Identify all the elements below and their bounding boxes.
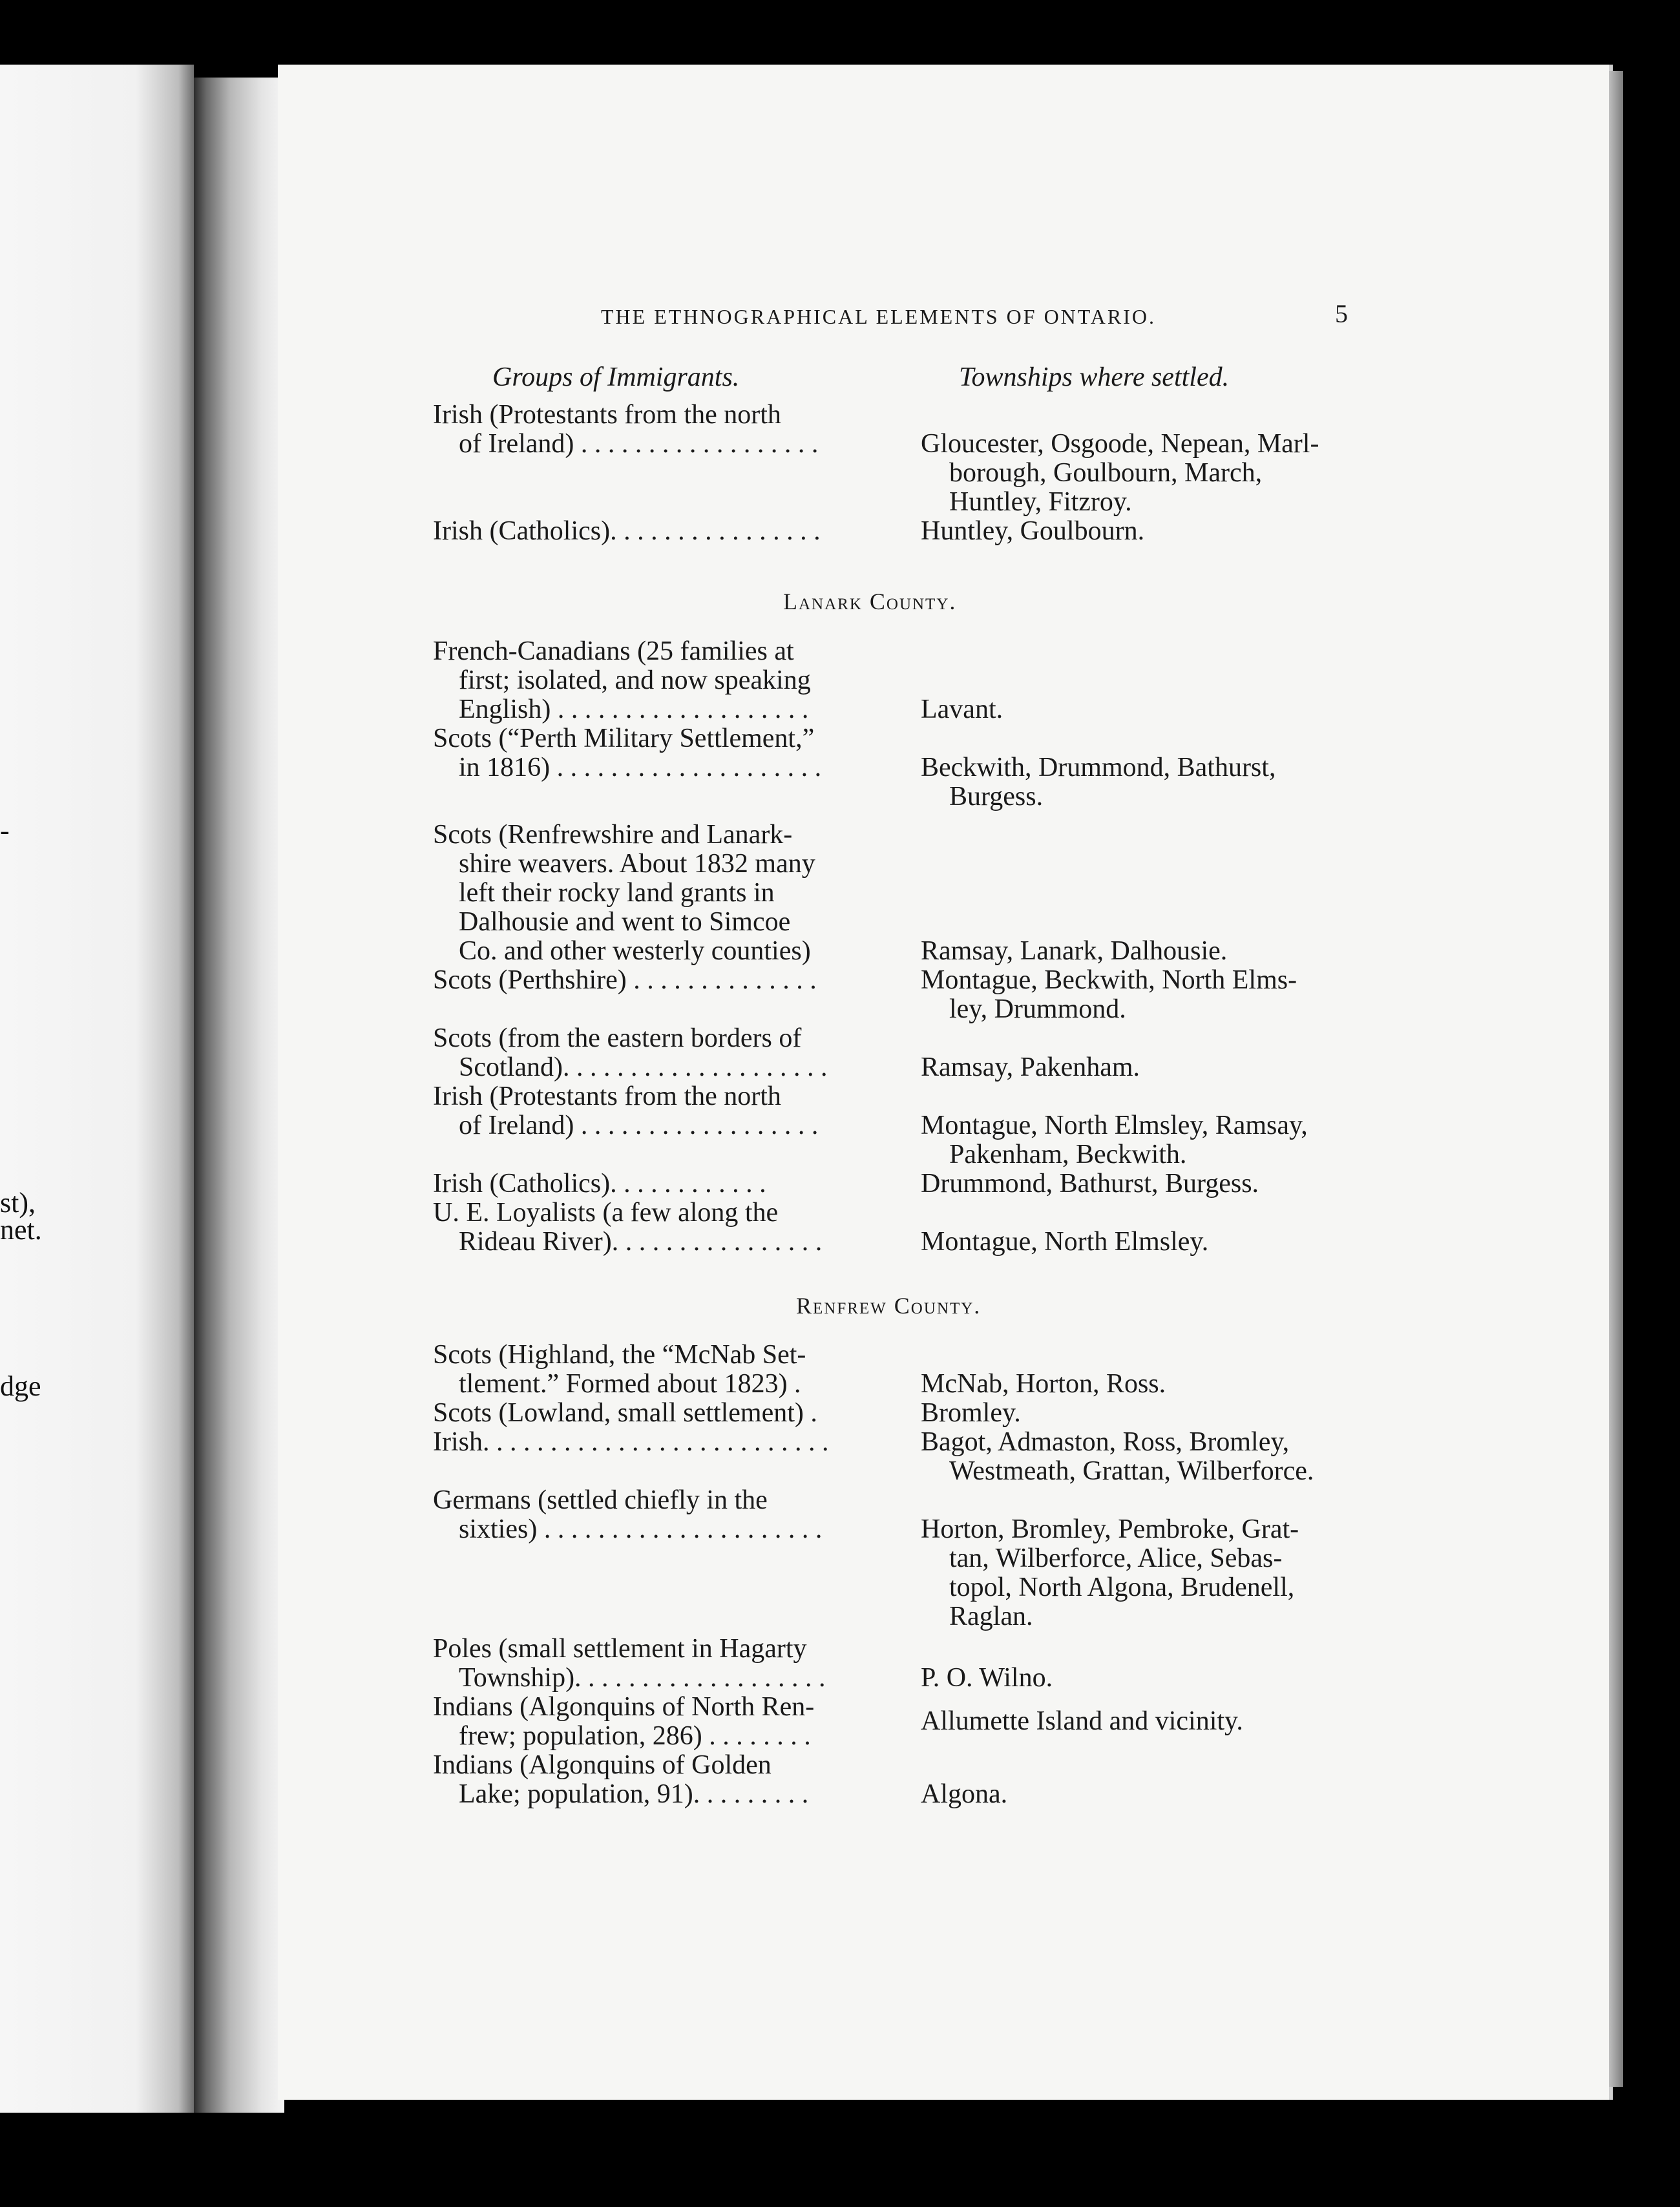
townships-settled: Ramsay, Lanark, Dalhousie. — [921, 936, 1228, 966]
immigrant-group: Poles (small settlement in Hagarty Township). . . . . . . . . . . . . . . . . . . — [433, 1634, 826, 1693]
townships-settled: McNab, Horton, Ross. — [921, 1369, 1166, 1399]
page-number: 5 — [1335, 299, 1348, 328]
townships-settled: Montague, North Elmsley. — [921, 1227, 1209, 1257]
immigrant-group: Irish (Protestants from the north of Ireland) . . . . . . . . . . . . . . . . . . — [433, 1082, 819, 1140]
book-gutter — [194, 78, 284, 2113]
table-row — [433, 1486, 1376, 1631]
townships-settled: Gloucester, Osgoode, Nepean, Marl- borough, Goulbourn, March, Huntley, Fitzroy. — [921, 429, 1319, 517]
immigrant-group: Irish. . . . . . . . . . . . . . . . . . . . . . . . . . — [433, 1427, 829, 1457]
table-row — [433, 1024, 1376, 1082]
immigrant-group: Irish (Catholics). . . . . . . . . . . . — [433, 1169, 766, 1198]
immigrant-group: Irish (Catholics). . . . . . . . . . . . . . . . — [433, 516, 821, 546]
table-row — [433, 724, 1376, 811]
left-page-fragment: net. — [0, 1214, 42, 1246]
townships-settled: Montague, North Elmsley, Ramsay, Pakenham, Beckwith. — [921, 1111, 1308, 1169]
immigrant-group: French-Canadians (25 families at first; isolated, and now speaking English) . . . . . . . . . . . . . . . . . . . — [433, 636, 811, 724]
townships-column-heading: Townships where settled. — [959, 362, 1230, 392]
townships-settled: Beckwith, Drummond, Bathurst, Burgess. — [921, 753, 1276, 811]
immigrant-group: Scots (Renfrewshire and Lanark- shire weavers. About 1832 many left their rocky land grants in Dalhousie and went to Simcoe Co. and other westerly counties) — [433, 820, 815, 966]
table-row — [433, 1751, 1376, 1809]
immigrant-group: Indians (Algonquins of Golden Lake; population, 91). . . . . . . . . — [433, 1750, 809, 1809]
townships-settled: Huntley, Goulbourn. — [921, 516, 1145, 546]
immigrant-group: Scots (Perthshire) . . . . . . . . . . . . . . — [433, 965, 817, 995]
townships-settled: Bagot, Admaston, Ross, Bromley, Westmeath, Grattan, Wilberforce. — [921, 1427, 1314, 1486]
table-row — [433, 821, 1376, 966]
left-page-fragment: - — [0, 815, 10, 846]
townships-settled: Ramsay, Pakenham. — [921, 1052, 1140, 1082]
townships-settled: Bromley. — [921, 1398, 1021, 1428]
immigrant-group: Scots (Lowland, small settlement) . — [433, 1398, 817, 1428]
page-edge-shadow — [1609, 71, 1623, 2087]
running-title: THE ETHNOGRAPHICAL ELEMENTS OF ONTARIO. — [601, 305, 1156, 328]
table-row — [433, 1169, 1376, 1198]
section-heading-lanark: Lanark County. — [783, 589, 957, 614]
immigrant-group: Scots (Highland, the “McNab Set- tlement.” Formed about 1823) . — [433, 1340, 806, 1399]
immigrant-group: Scots (“Perth Military Settlement,” in 1816) . . . . . . . . . . . . . . . . . . . . — [433, 724, 822, 782]
table-row — [433, 966, 1376, 1024]
townships-settled: Drummond, Bathurst, Burgess. — [921, 1169, 1259, 1198]
table-row — [433, 1341, 1376, 1399]
table-row — [433, 1198, 1376, 1257]
left-page-fragment: dge — [0, 1370, 41, 1402]
townships-settled: Horton, Bromley, Pembroke, Grat- tan, Wilberforce, Alice, Sebas- topol, North Algona, Brudenell, Raglan. — [921, 1514, 1299, 1631]
table-row — [433, 517, 1376, 546]
immigrant-group: Indians (Algonquins of North Ren- frew; population, 286) . . . . . . . . — [433, 1692, 815, 1751]
townships-settled: Montague, Beckwith, North Elms- ley, Drummond. — [921, 965, 1297, 1024]
left-page-edge — [0, 65, 194, 2113]
table-row — [433, 401, 1376, 517]
townships-settled: Lavant. — [921, 695, 1003, 724]
left-page-fragment: st), — [0, 1187, 36, 1219]
immigrant-group: Irish (Protestants from the north of Ireland) . . . . . . . . . . . . . . . . . . — [433, 400, 819, 459]
table-row — [433, 637, 1376, 724]
table-row — [433, 1428, 1376, 1486]
immigrant-group: Scots (from the eastern borders of Scotland). . . . . . . . . . . . . . . . . . . . — [433, 1023, 828, 1082]
groups-column-heading: Groups of Immigrants. — [492, 362, 740, 392]
townships-settled: Allumette Island and vicinity. — [921, 1706, 1243, 1736]
immigrant-group: Germans (settled chiefly in the sixties) . . . . . . . . . . . . . . . . . . . . . — [433, 1485, 823, 1544]
townships-settled: P. O. Wilno. — [921, 1663, 1053, 1693]
townships-settled: Algona. — [921, 1779, 1008, 1809]
section-heading-renfrew: Renfrew County. — [796, 1293, 982, 1319]
table-row — [433, 1635, 1376, 1693]
table-row — [433, 1399, 1376, 1428]
table-row — [433, 1082, 1376, 1169]
immigrant-group: U. E. Loyalists (a few along the Rideau River). . . . . . . . . . . . . . . . — [433, 1198, 823, 1257]
table-row — [433, 1693, 1376, 1751]
